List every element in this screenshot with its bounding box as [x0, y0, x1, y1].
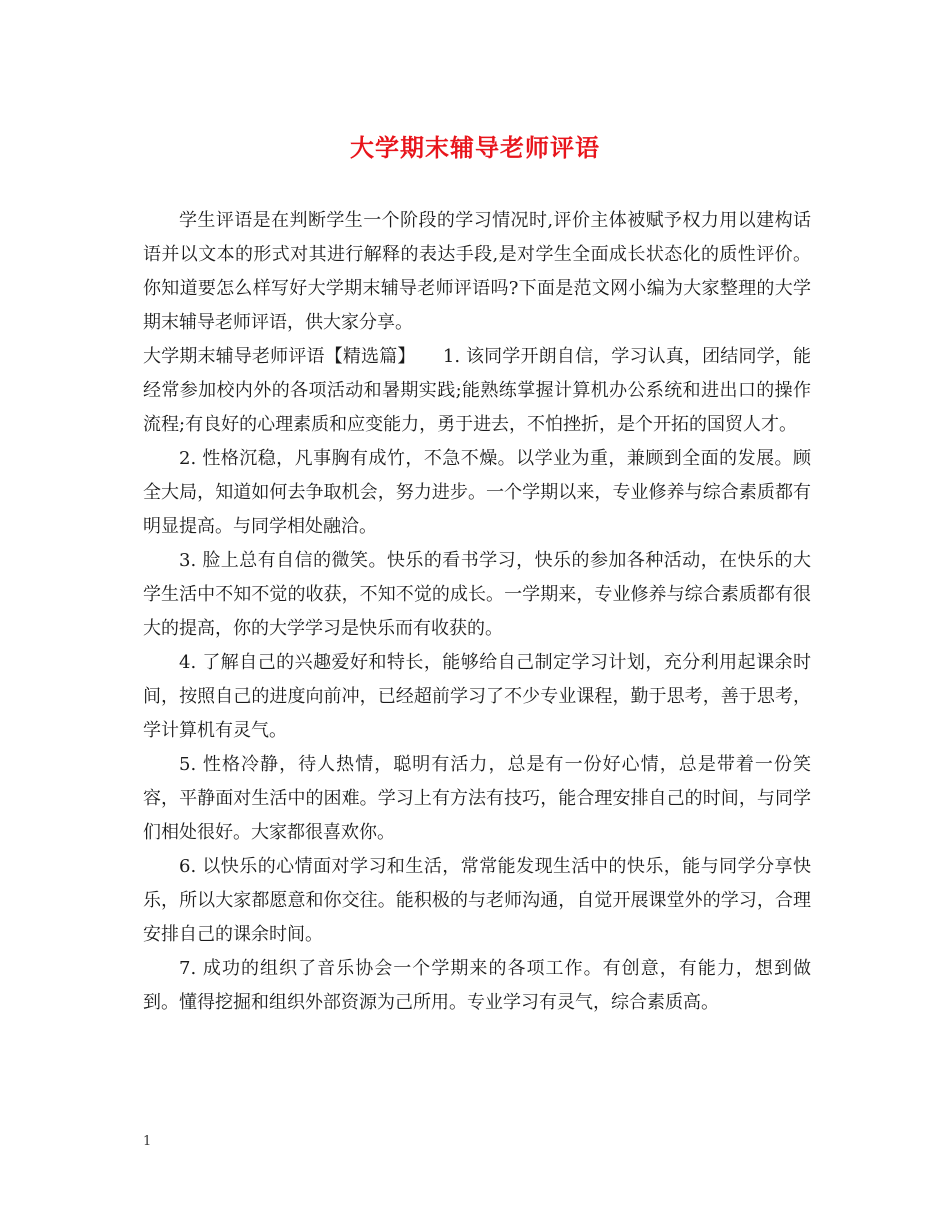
document-body: [143, 204, 811, 1020]
page-number: 1: [143, 1134, 152, 1149]
comment-paragraph-5: 5. 性格冷静，待人热情，聪明有活力，总是有一份好心情，总是带着一份笑容，平静面对生活中的困难。学习上有方法有技巧，能合理安排自己的时间，与同学们相处很好。大家都很喜欢你。: [143, 754, 811, 843]
comment-paragraph-2: 2. 性格沉稳，凡事胸有成竹，不急不燥。以学业为重，兼顾到全面的发展。顾全大局，知道如何去争取机会，努力进步。一个学期以来，专业修养与综合素质都有明显提高。与同学相处融洽。: [143, 448, 811, 537]
document-title: 大学期末辅导老师评语: [350, 133, 600, 162]
intro-paragraph: 学生评语是在判断学生一个阶段的学习情况时,评价主体被赋予权力用以建构话语并以文本的形式对其进行解释的表达手段,是对学生全面成长状态化的质性评价。你知道要怎么样写好大学期末辅导老师评语吗?下面是范文网小编为大家整理的大学期末辅导老师评语，供大家分享。: [143, 210, 811, 333]
comment-paragraph-3: 3. 脸上总有自信的微笑。快乐的看书学习，快乐的参加各种活动，在快乐的大学生活中不知不觉的收获，不知不觉的成长。一学期来，专业修养与综合素质都有很大的提高，你的大学学习是快乐而有收获的。: [143, 550, 811, 639]
comment-paragraph-7: 7. 成功的组织了音乐协会一个学期来的各项工作。有创意，有能力，想到做到。懂得挖掘和组织外部资源为己所用。专业学习有灵气，综合素质高。: [143, 958, 811, 1013]
comment-paragraph-4: 4. 了解自己的兴趣爱好和特长，能够给自己制定学习计划，充分利用起课余时间，按照自己的进度向前冲，已经超前学习了不少专业课程，勤于思考，善于思考，学计算机有灵气。: [143, 652, 811, 741]
comment-paragraph-6: 6. 以快乐的心情面对学习和生活，常常能发现生活中的快乐，能与同学分享快乐，所以大家都愿意和你交往。能积极的与老师沟通，自觉开展课堂外的学习，合理安排自己的课余时间。: [143, 856, 811, 945]
section-heading-paragraph: 大学期末辅导老师评语【精选篇】 1. 该同学开朗自信，学习认真，团结同学，能经常参加校内外的各项活动和暑期实践;能熟练掌握计算机办公系统和进出口的操作流程;有良好的心理素质和应变能力，勇于进去，不怕挫折，是个开拓的国贸人才。: [143, 346, 811, 435]
